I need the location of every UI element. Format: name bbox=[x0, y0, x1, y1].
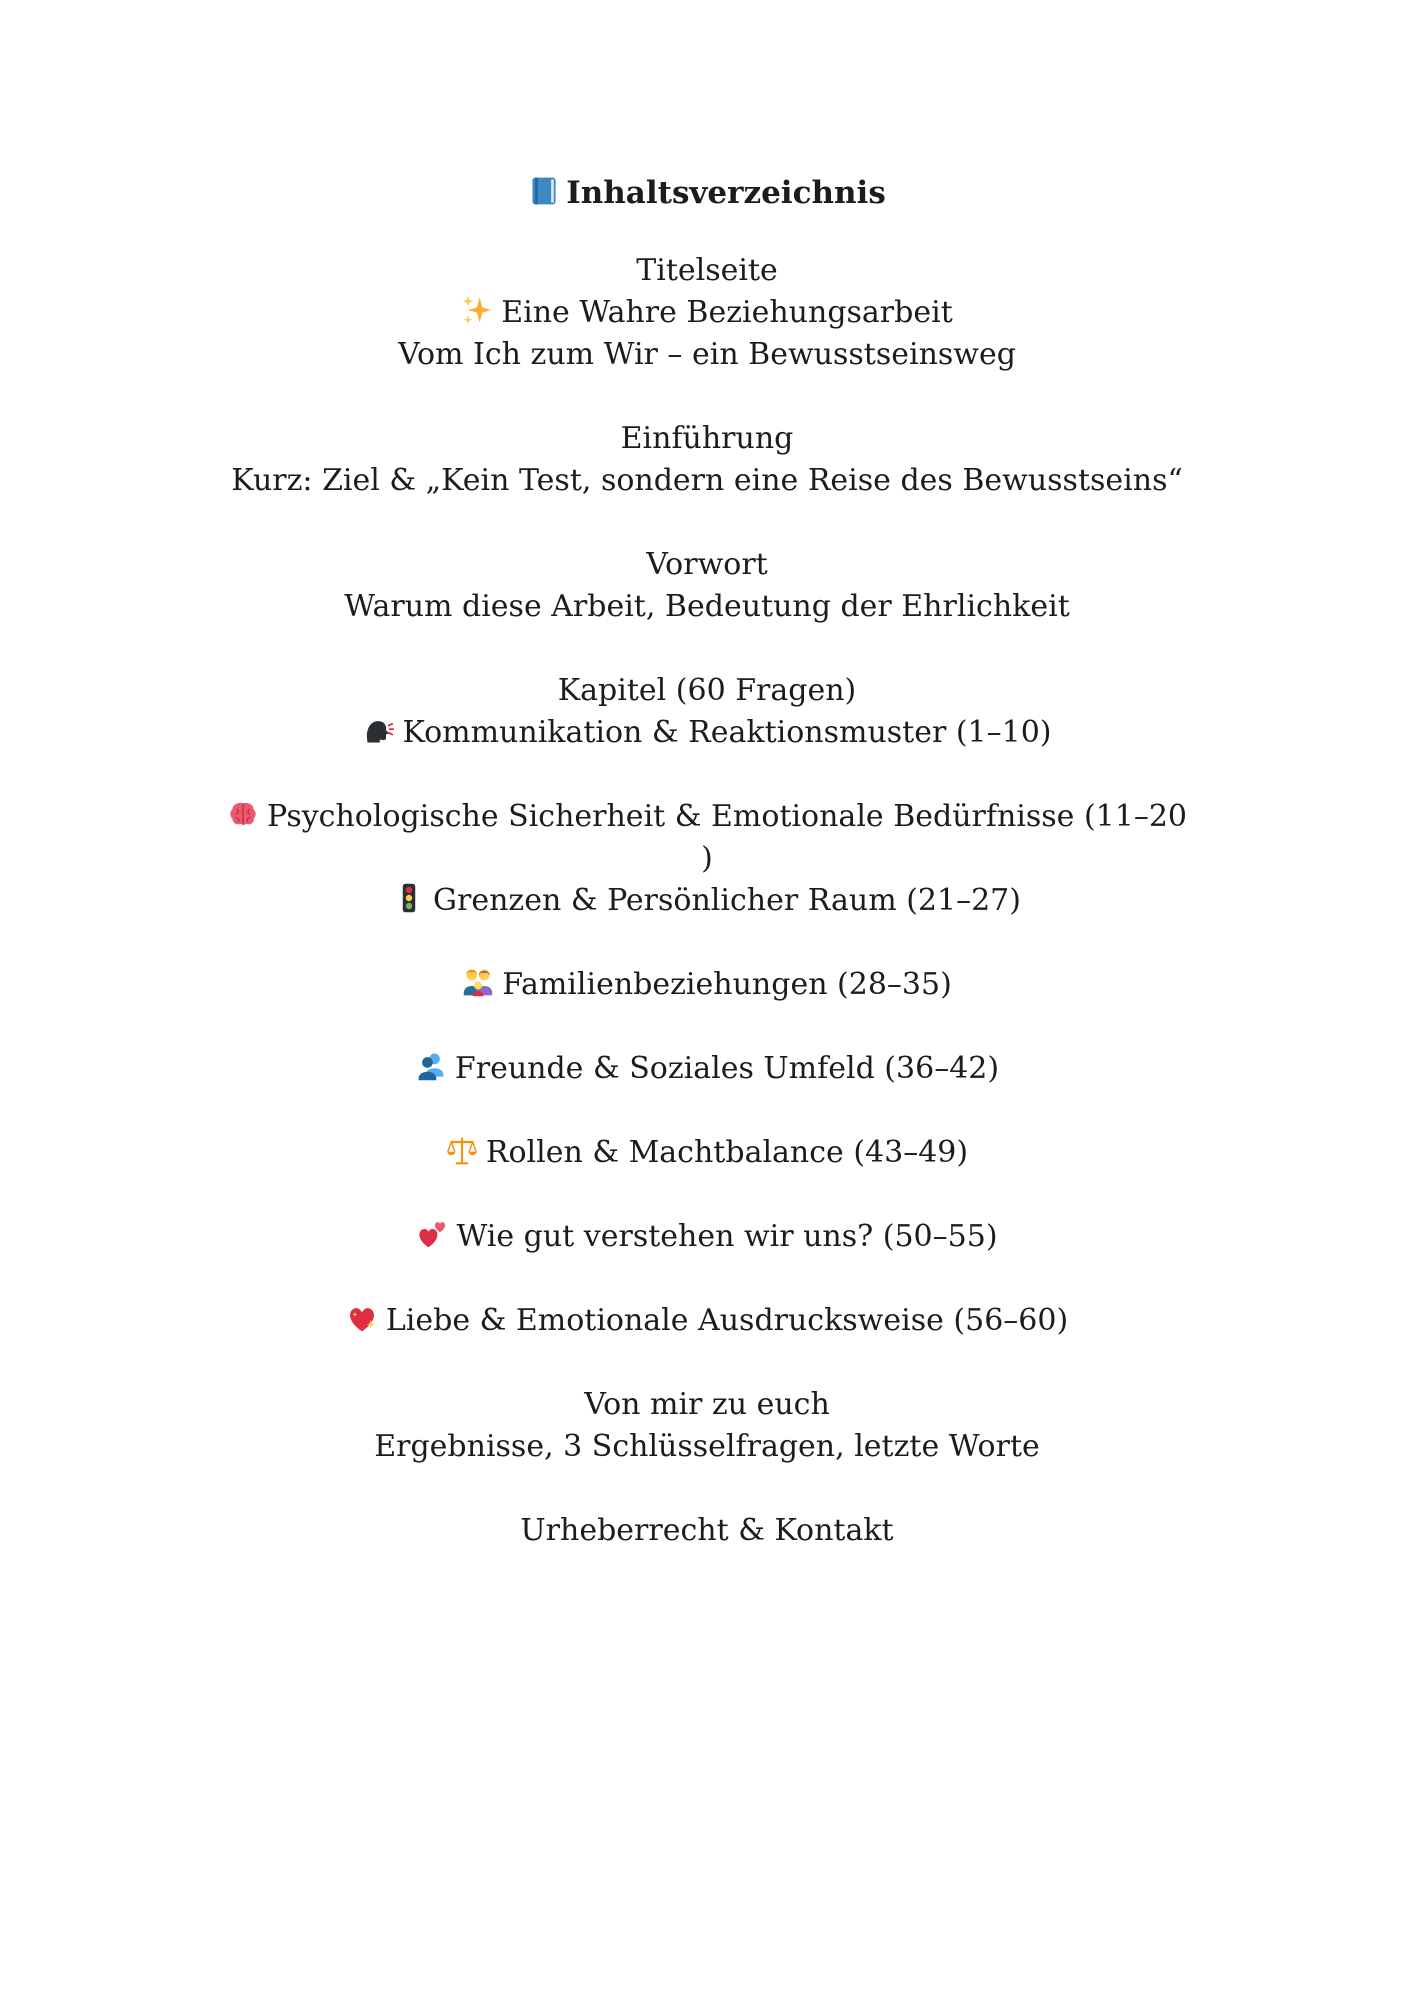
chapter-label: Wie gut verstehen wir uns? (50–55) bbox=[456, 1219, 998, 1254]
traffic-light-icon bbox=[393, 882, 425, 914]
toc-heading-text: Inhaltsverzeichnis bbox=[566, 175, 886, 211]
balance-scale-icon bbox=[446, 1134, 478, 1166]
two-hearts-icon bbox=[416, 1218, 448, 1250]
chapter-label-wrap: ) bbox=[701, 841, 713, 876]
preface-desc: Warum diese Arbeit, Bedeutung der Ehrlichkeit bbox=[344, 589, 1070, 624]
brain-icon bbox=[227, 798, 259, 830]
chapters-label: Kapitel (60 Fragen) bbox=[557, 673, 857, 708]
chapter-label: Freunde & Soziales Umfeld (36–42) bbox=[454, 1051, 1000, 1086]
sparkles-icon bbox=[461, 294, 493, 326]
chapter-item bbox=[200, 1216, 1214, 1258]
copyright-label: Urheberrecht & Kontakt bbox=[520, 1513, 894, 1548]
sparkling-heart-icon bbox=[346, 1302, 378, 1334]
people-silhouettes-icon bbox=[415, 1050, 447, 1082]
closing-desc: Ergebnisse, 3 Schlüsselfragen, letzte Worte bbox=[374, 1429, 1040, 1464]
chapter-item bbox=[200, 712, 1214, 754]
chapter-item bbox=[200, 796, 1214, 838]
chapter-item bbox=[200, 1048, 1214, 1090]
chapter-label: Psychologische Sicherheit & Emotionale Bedürfnisse (11–20 bbox=[266, 799, 1188, 834]
intro-desc: Kurz: Ziel & „Kein Test, sondern eine Reise des Bewusstseins“ bbox=[231, 463, 1183, 498]
chapter-item bbox=[200, 1132, 1214, 1174]
chapter-item bbox=[200, 964, 1214, 1006]
family-icon bbox=[462, 966, 494, 998]
intro-label: Einführung bbox=[620, 421, 794, 456]
chapter-item bbox=[200, 880, 1214, 922]
title-page-subtitle: Vom Ich zum Wir – ein Bewusstseinsweg bbox=[398, 337, 1016, 372]
chapter-label: Kommunikation & Reaktionsmuster (1–10) bbox=[402, 715, 1052, 750]
title-page-title bbox=[200, 292, 1214, 334]
speaking-head-icon bbox=[362, 714, 394, 746]
chapter-label: Rollen & Machtbalance (43–49) bbox=[485, 1135, 969, 1170]
chapter-label: Grenzen & Persönlicher Raum (21–27) bbox=[433, 883, 1021, 918]
closing-label: Von mir zu euch bbox=[584, 1387, 830, 1422]
chapter-label: Familienbeziehungen (28–35) bbox=[502, 967, 952, 1002]
chapter-label: Liebe & Emotionale Ausdrucksweise (56–60) bbox=[385, 1303, 1069, 1338]
title-page-label: Titelseite bbox=[636, 253, 778, 288]
blue-book-icon bbox=[528, 175, 560, 207]
chapter-item bbox=[200, 1300, 1214, 1342]
title-text: Eine Wahre Beziehungsarbeit bbox=[501, 295, 953, 330]
preface-label: Vorwort bbox=[646, 547, 768, 582]
toc-heading bbox=[0, 172, 1414, 214]
